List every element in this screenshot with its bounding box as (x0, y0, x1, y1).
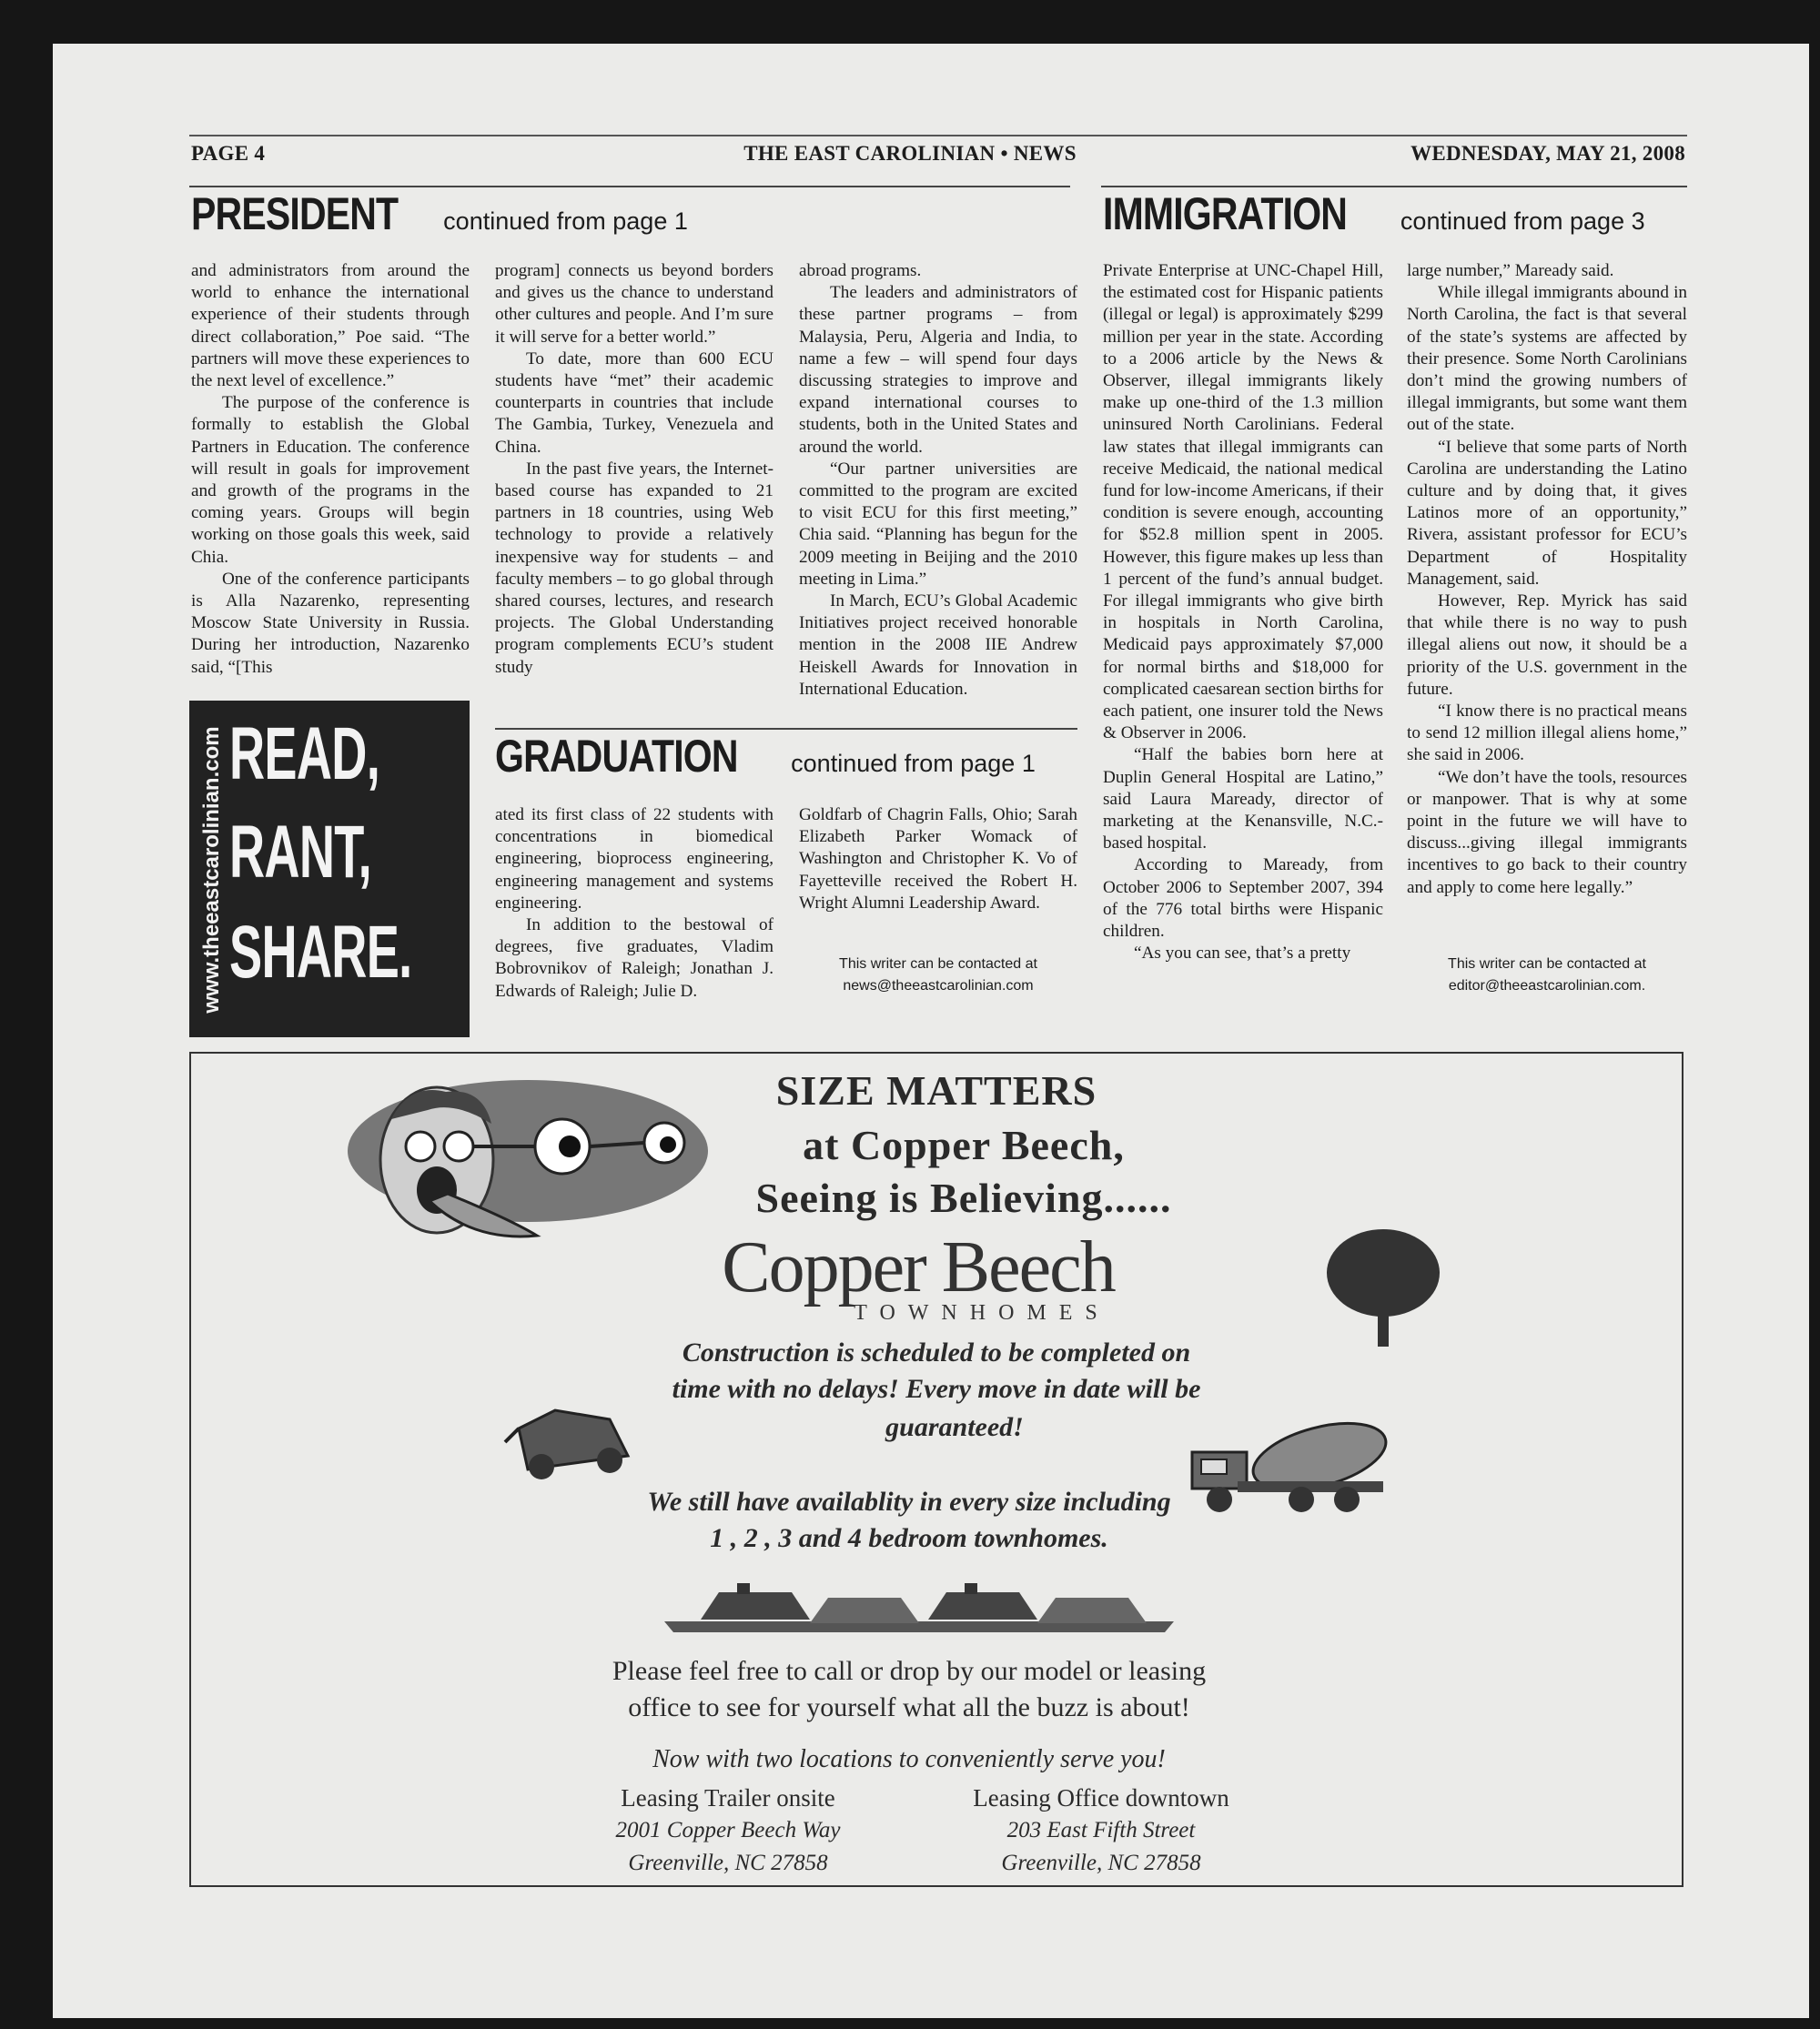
immigration-title: IMMIGRATION (1103, 188, 1348, 239)
paragraph: abroad programs. (799, 261, 922, 280)
promo-rant: RANT, (229, 811, 372, 893)
promo-url[interactable]: www.theeastcarolinian.com (199, 726, 224, 1014)
contact-email[interactable]: editor@theeastcarolinian.com. (1448, 978, 1646, 994)
read-rant-share-promo[interactable] (189, 701, 470, 1037)
paragraph: “Our partner universities are committed to the program are excited to visit ECU for this first meeting,” Chia said. “Planning has begun for the 2009 meeting in Beijing and the 2010 meeting in Lima.” (799, 459, 1077, 589)
location-city: Greenville, NC 27858 (1001, 1851, 1201, 1875)
immigration-column-2 (1407, 260, 1687, 899)
contact-email[interactable]: news@theeastcarolinian.com (843, 978, 1034, 994)
president-continued: continued from page 1 (443, 207, 688, 235)
header-rule-top (189, 135, 1687, 136)
paragraph: “Half the babies born here at Duplin General Hospital are Latino,” said Laura Maready, director of marketing at the Kenansville, N.C.-based hospital. (1103, 745, 1383, 853)
paragraph: “I know there is no practical means to send 12 million illegal aliens home,” she said in 2006. (1407, 702, 1687, 765)
immigration-continued: continued from page 3 (1400, 207, 1645, 235)
paragraph: In addition to the bestowal of degrees, five graduates, Vladim Bobrovnikov of Raleigh; Jonathan J. Edwards of Raleigh; Julie D. (495, 915, 774, 1001)
ad-locations-intro: Now with two locations to conveniently serve you! (652, 1745, 1166, 1773)
location-name: Leasing Trailer onsite (621, 1784, 835, 1812)
ad-construction-1: Construction is scheduled to be completed on (682, 1338, 1191, 1368)
location-city: Greenville, NC 27858 (628, 1851, 828, 1875)
paragraph: According to Maready, from October 2006 to September 2007, 394 of the 776 total births were Hispanic children. (1103, 855, 1383, 942)
paragraph: To date, more than 600 ECU students have “met” their academic counterparts in countries that include The Gambia, Turkey, Venezuela and China. (495, 348, 774, 457)
paper-section: THE EAST CAROLINIAN • NEWS (743, 142, 1077, 165)
paragraph: ated its first class of 22 students with concentrations in biomedical engineering, bioprocess engineering, engineering management and systems engineering. (495, 805, 774, 913)
townhomes-icon (664, 1567, 1174, 1640)
paragraph: One of the conference participants is Alla Nazarenko, representing Moscow State University in Russia. During her introduction, Nazarenko said, “[This (191, 569, 470, 677)
ad-availability-1: We still have availablity in every size including (647, 1487, 1171, 1517)
page-number: PAGE 4 (191, 142, 266, 165)
contact-line: This writer can be contacted at (839, 956, 1037, 972)
graduation-column-2 (799, 804, 1077, 914)
ad-visit-1: Please feel free to call or drop by our model or leasing (612, 1656, 1207, 1686)
promo-read: READ, (229, 712, 380, 795)
president-headline (191, 187, 688, 240)
ad-construction-3: guaranteed! (885, 1412, 1024, 1442)
promo-share: SHARE. (229, 911, 412, 994)
president-column-1 (191, 260, 470, 679)
paragraph: However, Rep. Myrick has said that while there is no way to push illegal aliens out now, it should be a priority of the U.S. government in the future. (1407, 591, 1687, 699)
ad-headline-1: SIZE MATTERS (775, 1067, 1097, 1114)
graduation-continued: continued from page 1 (791, 750, 1036, 777)
president-column-3 (799, 260, 1077, 701)
issue-date: WEDNESDAY, MAY 21, 2008 (1410, 142, 1685, 165)
ad-headline-2: at Copper Beech, (803, 1122, 1125, 1168)
copper-beech-advertisement (189, 1052, 1684, 1887)
graduation-column-1 (495, 804, 774, 1003)
graduation-title: GRADUATION (495, 731, 738, 782)
paragraph: Goldfarb of Chagrin Falls, Ohio; Sarah Elizabeth Parker Womack of Washington and Christopher K. Vo of Fayetteville received the Robert H. Wright Alumni Leadership Award. (799, 805, 1077, 913)
paragraph: program] connects us beyond borders and gives us the chance to understand other cultures and people. And I’m sure it will serve for a better world.” (495, 261, 774, 347)
ad-visit-2: office to see for yourself what all the buzz is about! (628, 1692, 1190, 1722)
copper-beech-logo-sub: TOWNHOMES (854, 1301, 1110, 1325)
paragraph: “As you can see, that’s a pretty (1134, 944, 1351, 964)
graduation-contact (799, 954, 1077, 997)
president-column-2 (495, 260, 774, 679)
paragraph: and administrators from around the world to enhance the international experience of their students through direct collaboration,” Poe said. “The partners will move these experiences to the next level of excellence.” (191, 261, 470, 391)
ad-headline-3: Seeing is Believing...... (755, 1175, 1172, 1221)
immigration-headline (1103, 187, 1645, 240)
ad-availability-2: 1 , 2 , 3 and 4 bedroom townhomes. (710, 1523, 1108, 1553)
location-address: 203 East Fifth Street (1006, 1818, 1196, 1842)
paragraph: “We don’t have the tools, resources or manpower. That is why at some point in the future we will have to discuss...giving illegal immigrants incentives to go back to their country and apply to come here legally.” (1407, 767, 1687, 897)
location-downtown (937, 1782, 1265, 1880)
paragraph: In March, ECU’s Global Academic Initiatives project received honorable mention in the 2008 IIE Andrew Heiskell Awards for Innovation in International Education. (799, 591, 1077, 699)
location-address: 2001 Copper Beech Way (615, 1818, 841, 1842)
paragraph: In the past five years, the Internet-based course has expanded to 21 partners in 18 countries, using Web technology to provide a relatively inexpensive way for students – and faculty members – to go global through shared courses, lectures, and research projects. The Global Understanding program complements ECU’s student study (495, 459, 774, 677)
paragraph: The purpose of the conference is formally to establish the Global Partners in Education. The conference will result in goals for improvement and growth of the programs in the coming years. Groups will begin working on those goals this week, said Chia. (191, 393, 470, 567)
president-title: PRESIDENT (191, 188, 399, 239)
contact-line: This writer can be contacted at (1448, 956, 1646, 972)
immigration-contact (1407, 954, 1687, 997)
paragraph: Private Enterprise at UNC-Chapel Hill, the estimated cost for Hispanic patients (illegal or legal) is approximately $299 million per year in the state. According to a 2006 article by the News & Observer, illegal immigrants likely make up one-third of the 1.3 million uninsured North Carolinians. Federal law states that illegal immigrants can receive Medicaid, the national medical fund for low-income Americans, if their condition is severe enough, accounting for $52.8 million spent in 2005. However, this figure makes up less than 1 percent of the fund’s annual budget. For illegal immigrants who give birth in hospitals in North Carolina, Medicaid pays approximately $7,000 for normal births and $18,000 for complicated caesarean section births for each patient, one insurer told the News & Observer in 2006. (1103, 261, 1383, 743)
immigration-column-1 (1103, 260, 1383, 965)
location-onsite (582, 1782, 874, 1880)
graduation-headline (495, 730, 1036, 782)
paragraph: “I believe that some parts of North Carolina are understanding the Latino culture and by doing that, it gives Latinos more of an opportunity,” Rivera, assistant professor for ECU’s Department of Hospitality Management, said. (1407, 437, 1687, 589)
copper-beech-logo: Copper Beech (722, 1227, 1115, 1307)
paragraph: large number,” Maready said. (1407, 261, 1614, 280)
paragraph: The leaders and administrators of these partner programs – from Malaysia, Peru, Algeria and India, to name a few – will spend four days discussing strategies to improve and expand international courses to students, both in the United States and around the world. (799, 283, 1077, 457)
ad-construction-2: time with no delays! Every move in date will be (672, 1374, 1201, 1404)
paragraph: While illegal immigrants abound in North Carolina, the fact is that several of the state’s systems are affected by their presence. Some North Carolinians don’t mind the growing numbers of illegal immigrants, but some want them out of the state. (1407, 283, 1687, 435)
location-name: Leasing Office downtown (973, 1784, 1229, 1812)
